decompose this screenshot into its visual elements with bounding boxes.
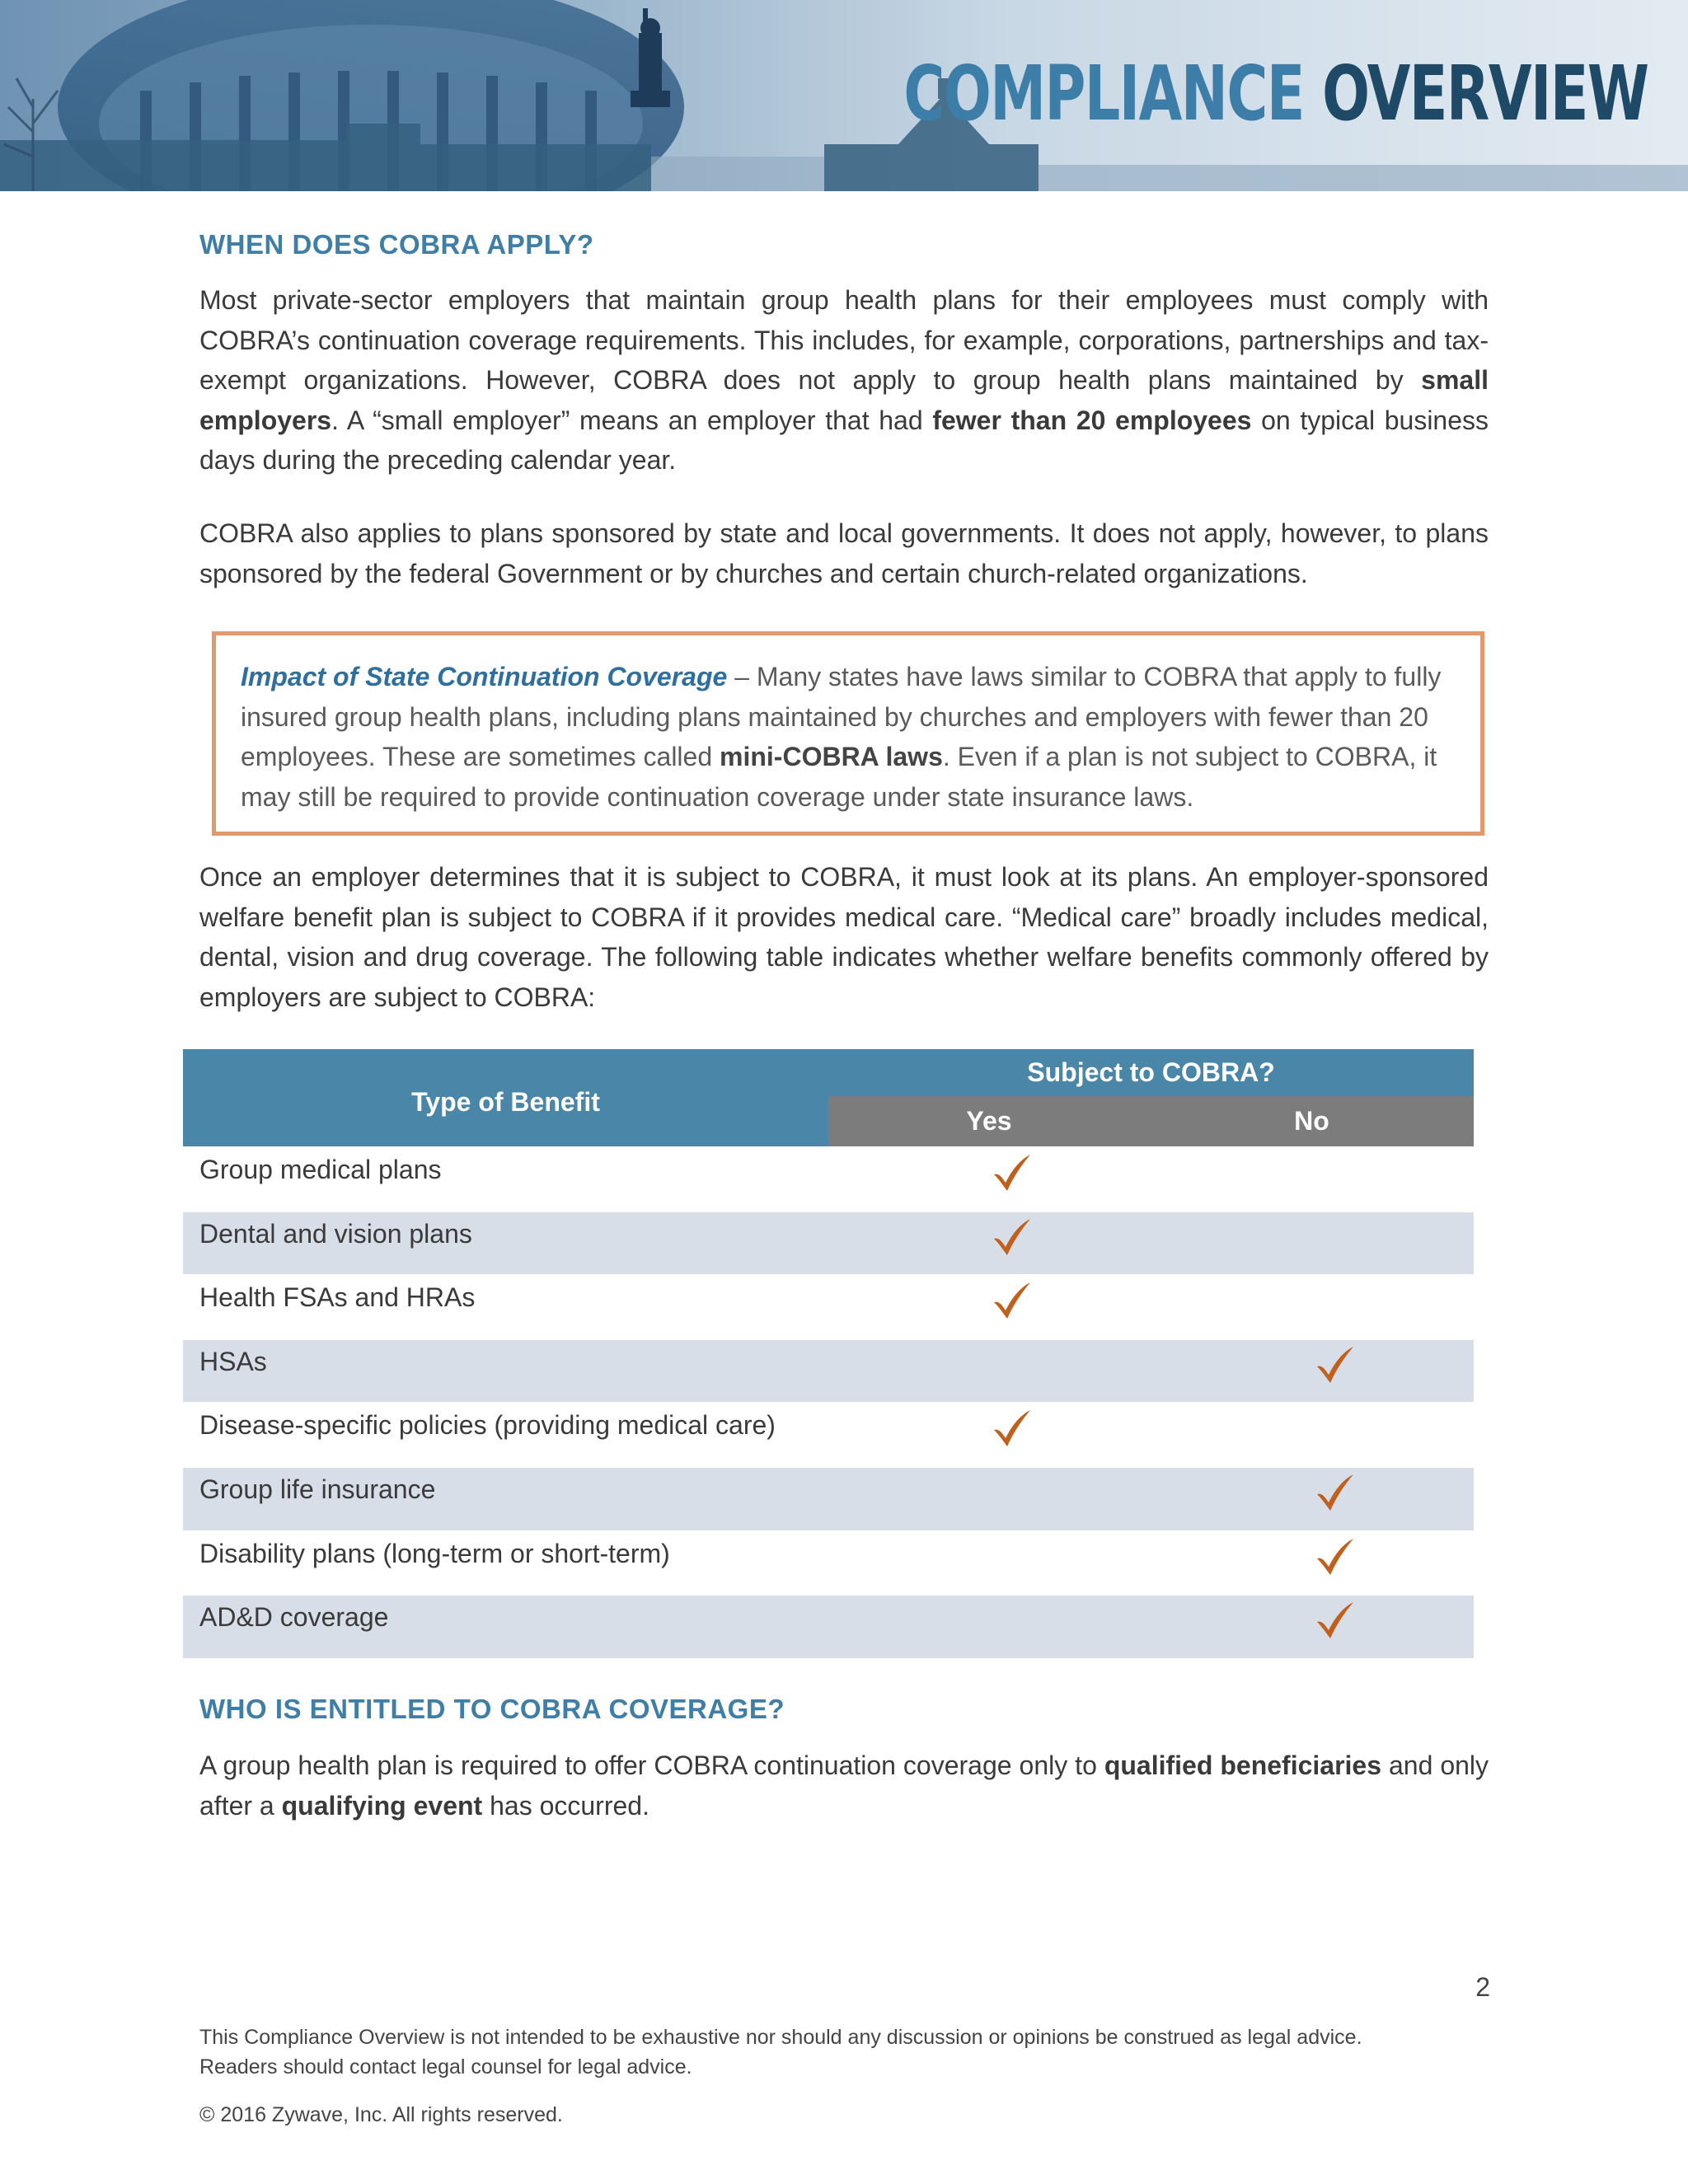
bold-small-employers: small employers: [199, 365, 1489, 435]
section-heading-who: WHO IS ENTITLED TO COBRA COVERAGE?: [199, 1694, 785, 1724]
text-span: on typical business days during the preceding calendar year.: [199, 405, 1489, 475]
table-body: [183, 1146, 1474, 1658]
paragraph-when-1: [199, 280, 1489, 480]
benefit-type-label: Health FSAs and HRAs: [199, 1282, 476, 1313]
table-row: [183, 1146, 1474, 1211]
paragraph-who: [199, 1746, 1489, 1825]
checkmark-icon-no: [1314, 1473, 1357, 1512]
table-row: [183, 1338, 1474, 1403]
checkmark-icon-no: [1314, 1537, 1357, 1577]
header-yes: Yes: [828, 1096, 1150, 1146]
text-span: – Many states have laws similar to COBRA that apply to fully insured group health plans, including plans maintained by churches and employers with fewer than 20 employees. These are sometimes called: [241, 662, 1442, 771]
checkmark-icon-yes: [991, 1217, 1034, 1257]
banner-title-compliance: COMPLIANCE: [903, 49, 1305, 138]
callout-text: [241, 657, 1454, 817]
banner-title-overview: OVERVIEW: [1322, 49, 1648, 138]
table-row: [183, 1402, 1474, 1466]
checkmark-icon-yes: [991, 1153, 1034, 1193]
paragraph-when-2: COBRA also applies to plans sponsored by state and local governments. It does not apply, however, to plans sponsored by the federal Government or by churches and certain church-related organizations.: [199, 518, 1489, 588]
checkmark-icon-yes: [991, 1408, 1034, 1448]
text-span: . A “small employer” means an employer that had: [331, 405, 933, 435]
benefit-type-label: HSAs: [199, 1346, 267, 1376]
table-header: [183, 1049, 1474, 1146]
bold-mini-cobra: mini-COBRA laws: [720, 742, 943, 771]
text-span: . Even if a plan is not subject to COBRA, it may still be required to provide continuation coverage under state insurance laws.: [241, 742, 1437, 812]
header-no: No: [1150, 1096, 1474, 1146]
bold-qualified-beneficiaries: qualified beneficiaries: [1104, 1750, 1382, 1780]
table-row: [183, 1211, 1474, 1275]
benefit-type-label: AD&D coverage: [199, 1602, 389, 1633]
table-row: [183, 1466, 1474, 1530]
section-heading-when: WHEN DOES COBRA APPLY?: [199, 229, 594, 260]
text-span: and only after a: [199, 1750, 1489, 1821]
checkmark-icon-yes: [991, 1281, 1034, 1320]
checkmark-icon-no: [1314, 1601, 1357, 1640]
benefit-type-label: Dental and vision plans: [199, 1218, 472, 1249]
header-subject-to-cobra: Subject to COBRA?: [828, 1049, 1474, 1096]
benefit-type-label: Group medical plans: [199, 1155, 442, 1184]
text-span: Most private-sector employers that maintain group health plans for their employees must comply with COBRA’s continuation coverage requirements. This includes, for example, corporations, partnerships and tax-exempt organizations. However, COBRA does not apply to group health plans maintained by: [199, 285, 1489, 395]
page-number: 2: [1475, 1972, 1490, 2002]
banner-title: [904, 49, 1648, 138]
header-type-of-benefit: Type of Benefit: [183, 1049, 828, 1146]
callout-state-continuation: [212, 631, 1484, 836]
text-span: A group health plan is required to offer COBRA continuation coverage only to: [199, 1750, 1104, 1780]
footer-disclaimer-2: Readers should contact legal counsel for legal advice.: [199, 2055, 692, 2079]
table-row: [183, 1530, 1474, 1595]
benefit-type-label: Disability plans (long-term or short-term): [199, 1538, 670, 1568]
benefit-type-label: Disease-specific policies (providing medical care): [199, 1410, 776, 1441]
header-banner: [0, 0, 1688, 191]
cobra-benefits-table: [183, 1049, 1474, 1658]
footer-disclaimer-1: This Compliance Overview is not intended to be exhaustive nor should any discussion or opinions be construed as legal advice.: [199, 2026, 1362, 2049]
paragraph-once: Once an employer determines that it is subject to COBRA, it must look at its plans. An employer-sponsored welfare benefit plan is subject to COBRA if it provides medical care. “Medical care” broadly includes medical, dental, vision and drug coverage. The following table indicates whether welfare benefits commonly offered by employers are subject to COBRA:: [199, 862, 1489, 1012]
text-span: has occurred.: [482, 1790, 649, 1821]
benefit-type-label: Group life insurance: [199, 1474, 436, 1504]
table-row: [183, 1274, 1474, 1338]
bold-fewer-than-20: fewer than 20 employees: [932, 405, 1252, 435]
table-row: [183, 1594, 1474, 1658]
bold-qualifying-event: qualifying event: [281, 1790, 483, 1821]
footer-copyright: © 2016 Zywave, Inc. All rights reserved.: [199, 2103, 563, 2126]
callout-title: Impact of State Continuation Coverage: [241, 662, 728, 691]
checkmark-icon-no: [1314, 1345, 1357, 1385]
